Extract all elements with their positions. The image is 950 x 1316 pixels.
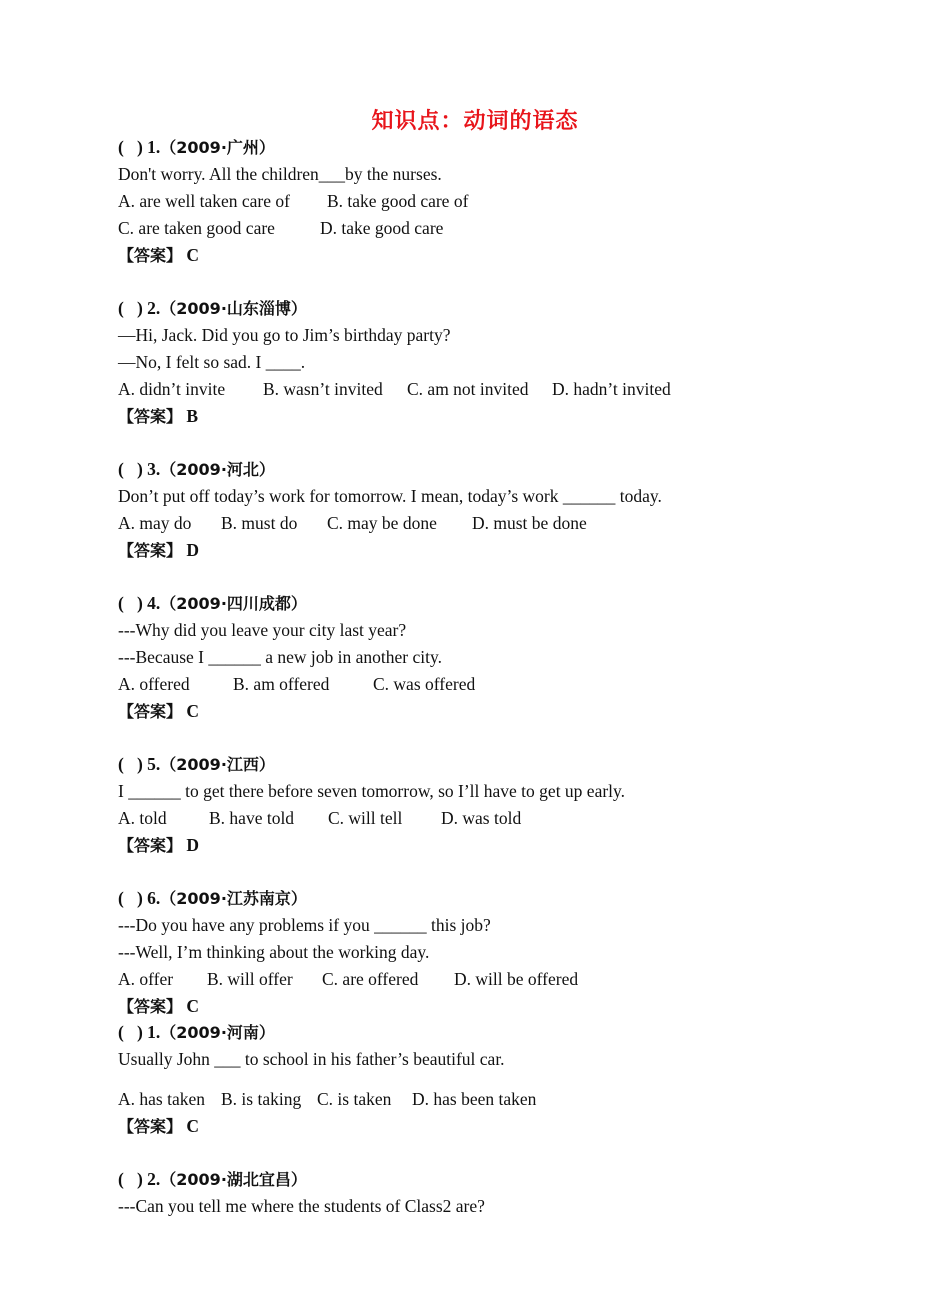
options-row — [118, 511, 587, 535]
option: B. am offered — [233, 674, 330, 694]
question-header: ( ) 6.（2009·江苏南京） — [118, 888, 307, 908]
option: B. must do — [221, 513, 298, 533]
option: B. wasn’t invited — [263, 379, 383, 399]
question-text: ---Do you have any problems if you ______ this job? — [118, 915, 491, 935]
question-header: ( ) 5.（2009·江西） — [118, 754, 275, 774]
question-text: ---Because I ______ a new job in another city. — [118, 647, 442, 667]
answer-line: 【答案】 D — [118, 540, 200, 560]
answer-line: 【答案】 D — [118, 835, 200, 855]
question-header: ( ) 2.（2009·湖北宜昌） — [118, 1169, 307, 1189]
options-row — [118, 189, 468, 213]
option: A. told — [118, 808, 167, 828]
option: C. was offered — [373, 674, 476, 694]
option: B. have told — [209, 808, 295, 828]
question-text: Usually John ___ to school in his father’s beautiful car. — [118, 1049, 505, 1069]
question-header: ( ) 4.（2009·四川成都） — [118, 593, 307, 613]
question-header: ( ) 2.（2009·山东淄博） — [118, 298, 307, 318]
option: D. must be done — [472, 513, 587, 533]
question-header: ( ) 1.（2009·河南） — [118, 1022, 275, 1042]
option: A. may do — [118, 513, 192, 533]
option: C. am not invited — [407, 379, 529, 399]
option: A. didn’t invite — [118, 379, 226, 399]
question-header: ( ) 1.（2009·广州） — [118, 137, 275, 157]
option: D. has been taken — [412, 1089, 537, 1109]
option: A. are well taken care of — [118, 191, 290, 211]
question-text: ---Can you tell me where the students of Class2 are? — [118, 1196, 485, 1216]
question-text: ---Why did you leave your city last year? — [118, 620, 407, 640]
answer-line: 【答案】 C — [118, 996, 200, 1016]
options-row — [118, 377, 671, 401]
page-title: 知识点：动词的语态 — [371, 109, 579, 134]
options-row — [118, 806, 521, 830]
answer-line: 【答案】 B — [118, 406, 199, 426]
option: A. offer — [118, 969, 174, 989]
options-row — [118, 967, 578, 991]
option: D. was told — [441, 808, 522, 828]
option: C. are offered — [322, 969, 419, 989]
option: C. will tell — [328, 808, 403, 828]
option: D. take good care — [320, 218, 444, 238]
question-text: ---Well, I’m thinking about the working day. — [118, 942, 430, 962]
answer-line: 【答案】 C — [118, 245, 200, 265]
option: B. is taking — [221, 1089, 302, 1109]
option: B. take good care of — [327, 191, 469, 211]
answer-line: 【答案】 C — [118, 1116, 200, 1136]
question-text: —Hi, Jack. Did you go to Jim’s birthday party? — [118, 325, 451, 345]
option: B. will offer — [207, 969, 293, 989]
options-row — [118, 1087, 536, 1111]
question-text: I ______ to get there before seven tomorrow, so I’ll have to get up early. — [118, 781, 626, 801]
answer-line: 【答案】 C — [118, 701, 200, 721]
option: C. are taken good care — [118, 218, 275, 238]
options-row — [118, 216, 443, 240]
question-text: Don’t put off today’s work for tomorrow. I mean, today’s work ______ today. — [118, 486, 662, 506]
option: D. will be offered — [454, 969, 579, 989]
question-text: Don't worry. All the children___by the nurses. — [118, 164, 442, 184]
option: D. hadn’t invited — [552, 379, 671, 399]
option: A. has taken — [118, 1089, 205, 1109]
question-header: ( ) 3.（2009·河北） — [118, 459, 275, 479]
option: C. may be done — [327, 513, 437, 533]
option: A. offered — [118, 674, 190, 694]
options-row — [118, 672, 475, 696]
option: C. is taken — [317, 1089, 392, 1109]
question-text: —No, I felt so sad. I ____. — [118, 352, 306, 372]
